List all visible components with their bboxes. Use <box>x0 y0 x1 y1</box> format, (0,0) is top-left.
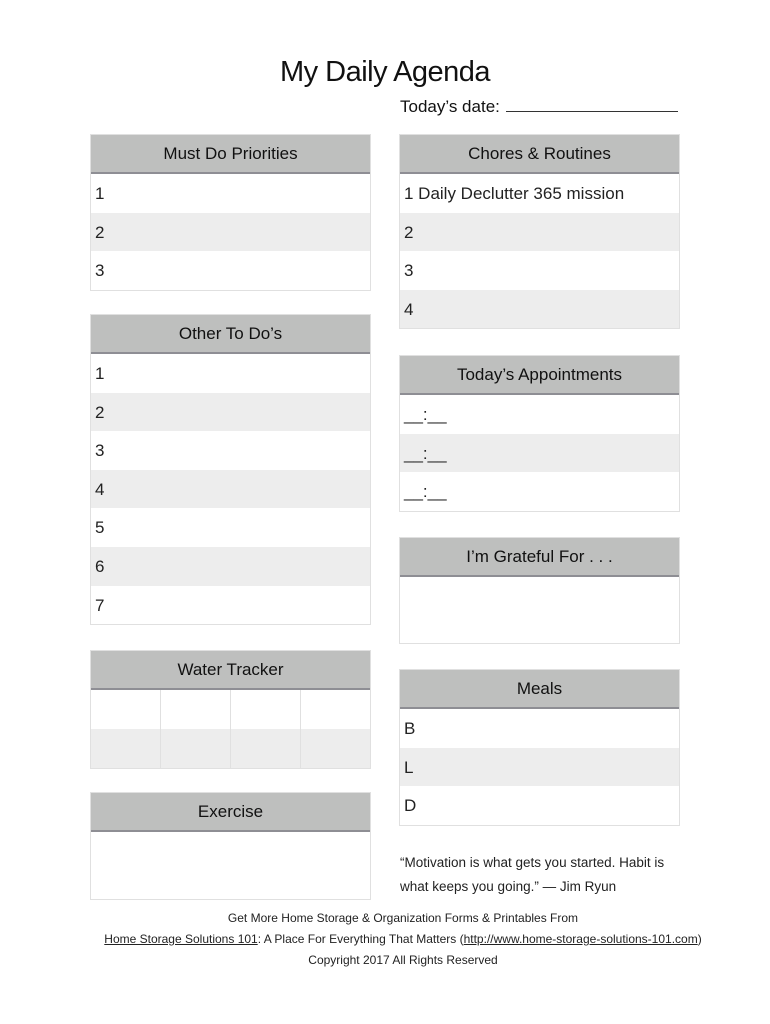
list-item[interactable]: 3 <box>404 261 414 281</box>
list-item[interactable]: 6 <box>91 547 370 586</box>
water-tracker-section <box>90 650 371 769</box>
list-item[interactable]: 1 <box>95 364 105 383</box>
list-item[interactable]: 2 <box>91 213 370 252</box>
grateful-field[interactable] <box>400 577 679 643</box>
list-item[interactable]: L <box>400 748 679 787</box>
water-cell[interactable] <box>231 729 301 768</box>
exercise-section <box>90 792 371 900</box>
meals-section <box>399 669 680 826</box>
water-row <box>91 690 370 729</box>
list-item[interactable]: 3 <box>95 261 105 281</box>
section-header: Today’s Appointments <box>400 356 679 395</box>
list-item[interactable]: D <box>404 796 417 816</box>
water-cell[interactable] <box>301 690 370 729</box>
section-header: Must Do Priorities <box>91 135 370 174</box>
grateful-section <box>399 537 680 644</box>
list-item[interactable]: 3 <box>95 441 105 461</box>
list-item[interactable]: 1 Daily Declutter 365 mission <box>404 184 625 203</box>
list-item[interactable]: 1 <box>95 184 105 203</box>
other-todos-section <box>90 314 371 625</box>
water-cell[interactable] <box>91 729 161 768</box>
list-item[interactable]: B <box>404 719 416 738</box>
section-header: Chores & Routines <box>400 135 679 174</box>
section-header: Water Tracker <box>91 651 370 690</box>
url-link[interactable]: http://www.home-storage-solutions-101.com <box>463 932 698 946</box>
section-header: Other To Do’s <box>91 315 370 354</box>
water-cell[interactable] <box>301 729 370 768</box>
water-cell[interactable] <box>231 690 301 729</box>
date-input-line[interactable] <box>506 97 678 112</box>
water-cell[interactable] <box>91 690 161 729</box>
page-title: My Daily Agenda <box>279 56 491 88</box>
list-item[interactable]: 2 <box>400 213 679 252</box>
water-cell[interactable] <box>161 729 231 768</box>
list-item[interactable]: 7 <box>95 595 105 615</box>
site-link[interactable]: Home Storage Solutions 101 <box>104 932 258 946</box>
list-item[interactable]: __:__ <box>404 482 447 502</box>
section-header: I’m Grateful For . . . <box>400 538 679 577</box>
list-item[interactable]: 2 <box>91 393 370 432</box>
section-header: Meals <box>400 670 679 709</box>
quote: “Motivation is what gets you started. Habit is what keeps you going.” — Jim Ryun <box>400 855 665 894</box>
list-item[interactable]: __:__ <box>404 405 447 424</box>
chores-section <box>399 134 680 329</box>
footer-close: ) <box>697 932 702 946</box>
exercise-field[interactable] <box>91 832 370 899</box>
copyright: Copyright 2017 All Rights Reserved <box>308 953 498 967</box>
section-header: Exercise <box>91 793 370 832</box>
water-row <box>91 729 370 768</box>
date-label: Today’s date: <box>400 97 500 116</box>
list-item[interactable]: 4 <box>91 470 370 509</box>
footer-line-2 <box>0 929 770 950</box>
footer-line-1: Get More Home Storage & Organization Forms & Printables From <box>227 911 579 925</box>
list-item[interactable]: 5 <box>95 518 105 538</box>
footer-tagline: : A Place For Everything That Matters ( <box>257 932 464 946</box>
appointments-section <box>399 355 680 512</box>
must-do-section <box>90 134 371 291</box>
date-field <box>400 97 678 117</box>
list-item[interactable]: 4 <box>400 290 679 329</box>
water-cell[interactable] <box>161 690 231 729</box>
list-item[interactable]: __:__ <box>400 434 679 473</box>
